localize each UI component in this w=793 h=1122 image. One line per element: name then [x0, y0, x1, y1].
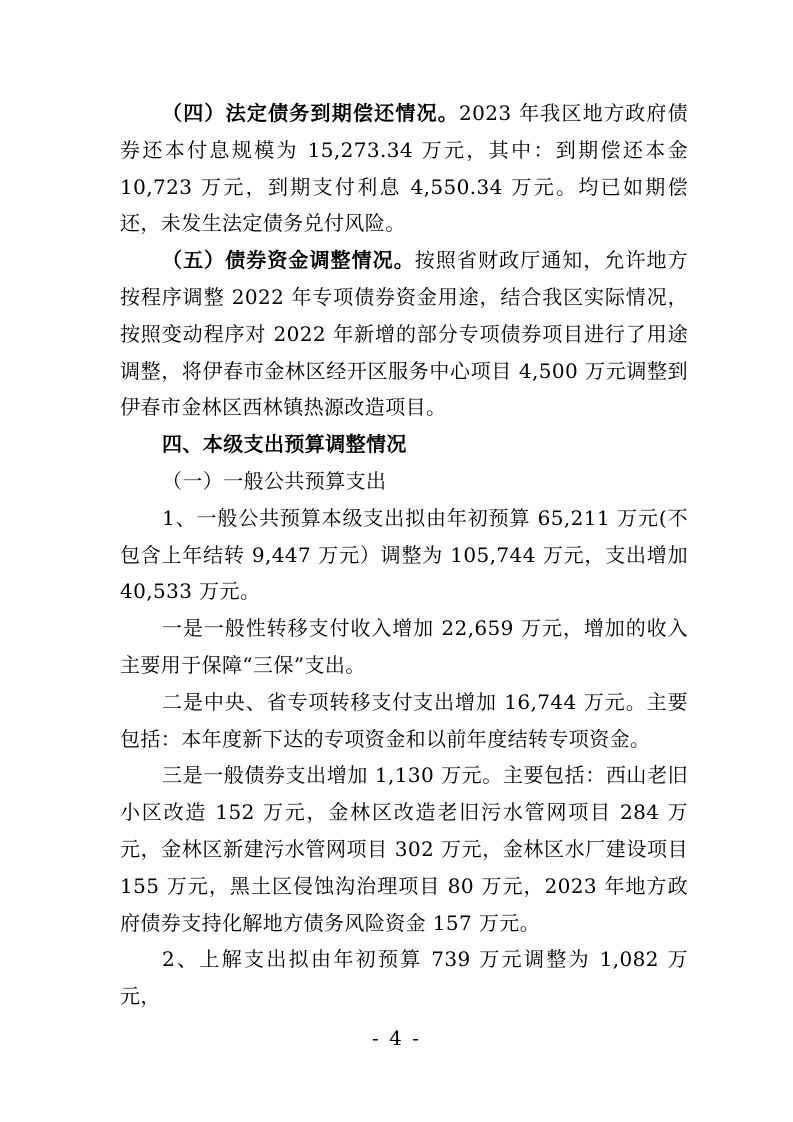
section-heading: 四、本级支出预算调整情况 [162, 432, 407, 457]
body-paragraph: 一是一般性转移支付收入增加 22,659 万元，增加的收入主要用于保障“三保”支出。 [120, 616, 688, 677]
body-paragraph: 2、上解支出拟由年初预算 739 万元调整为 1,082 万元， [120, 947, 688, 1009]
paragraph-lead: （五）债券资金调整情况。 [162, 248, 415, 273]
paragraph-text: 按照省财政厅通知，允许地方按程序调整 2022 年专项债券资金用途，结合我区实际情况，按照变动程序对 2022 年新增的部分专项债券项目进行了用途调整，将伊春市金林区经开区服务中心项目 4,500 万元调整到伊春市金林区西林镇热源改造项目。 [120, 248, 688, 420]
body-paragraph: 三是一般债券支出增加 1,130 万元。主要包括：西山老旧小区改造 152 万元，金林区改造老旧污水管网项目 284 万元，金林区新建污水管网项目 302 万元，金林区水厂建设项目 155 万元，黑土区侵蚀沟治理项目 80 万元，2023 年地方政府债券支持化解地方债务风险资金 157 万元。 [120, 763, 688, 935]
paragraph-bond-adjustment [120, 242, 688, 426]
body-paragraph: 二是中央、省专项转移支付支出增加 16,744 万元。主要包括：本年度新下达的专项资金和以前年度结转专项资金。 [120, 689, 688, 751]
sub-heading: （一）一般公共预算支出 [162, 468, 387, 493]
page-number: - 4 - [372, 1026, 421, 1050]
paragraph-lead: （四）法定债务到期偿还情况。 [162, 101, 460, 125]
paragraph-text: 2023 年我区地方政府债券还本付息规模为 15,273.34 万元，其中：到期偿还本金 10,723 万元，到期支付利息 4,550.34 万元。均已如期偿还，未发生法定债务兑付风险。 [120, 101, 688, 236]
document-page [120, 95, 688, 1015]
paragraph-debt-repayment [120, 95, 688, 242]
body-paragraph: 1、一般公共预算本级支出拟由年初预算 65,211 万元(不包含上年结转 9,447 万元）调整为 105,744 万元，支出增加 40,533 万元。 [120, 505, 688, 604]
